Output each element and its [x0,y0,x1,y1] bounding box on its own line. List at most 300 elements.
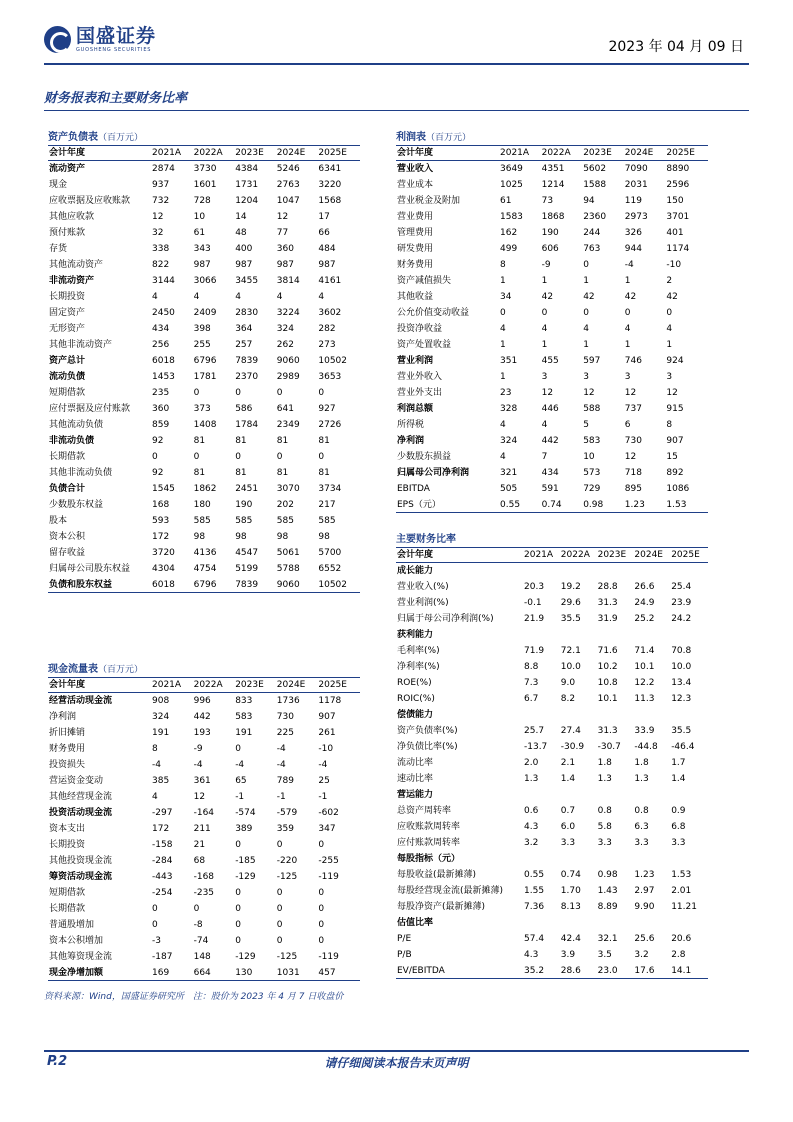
row-value: 0 [318,936,325,946]
row-value: -0.1 [524,598,542,608]
row-value: 728 [193,196,211,206]
brand-name-en: GUOSHENG SECURITIES [76,47,152,53]
header-year: 2023E [583,148,612,158]
row-label: 资本支出 [49,824,86,834]
row-value: 2450 [152,308,175,318]
row-value: 10 [193,212,206,222]
row-value [598,787,635,803]
row-value: 66 [318,228,330,238]
table-row [396,465,708,481]
row-value: 24.9 [634,598,655,608]
table-row [396,353,708,369]
row-value: 924 [666,356,684,366]
row-value: 191 [235,728,253,738]
table-row [48,577,360,593]
row-label: 筹资活动现金流 [49,872,113,882]
row-value: 8.89 [597,902,618,912]
row-value: 94 [583,196,595,206]
row-value: 12.3 [671,694,692,704]
table-row [48,417,360,433]
row-value: 895 [624,484,642,494]
row-value: 361 [193,776,211,786]
row-value: 42 [583,292,595,302]
row-value: 1.53 [666,500,687,510]
table-header-row [396,547,708,563]
table-row [396,899,708,915]
row-value: 193 [193,728,211,738]
row-value: 0 [276,388,283,398]
row-value: 4 [666,324,673,334]
table-unit: （百万元） [426,133,472,143]
row-value: -164 [193,808,215,818]
row-value: 3649 [500,164,523,174]
row-value: 0 [318,840,325,850]
row-value: 0 [318,452,325,462]
row-value: 6.7 [524,694,539,704]
row-value: 31.3 [597,726,618,736]
row-value: 0 [583,260,589,270]
row-value: 2370 [235,372,259,382]
row-value: 0 [152,920,158,930]
row-value: 17 [318,212,330,222]
row-value: 0 [318,904,325,914]
row-value: -579 [276,808,298,818]
row-value: 35.5 [560,614,581,624]
row-label: 其他流动负债 [49,420,104,430]
header-year: 2024E [276,680,306,690]
row-value: 8 [500,260,506,270]
header-year: 2021A [152,680,182,690]
report-date: 2023 年 04 月 09 日 [608,39,744,55]
table-row [48,773,360,789]
row-value: 4.3 [524,950,539,960]
row-value: 4136 [193,548,217,558]
row-value: 12 [583,388,595,398]
table-title-text: 主要财务比率 [396,534,456,545]
row-value: 1.3 [597,774,612,784]
row-value: -9 [193,744,203,754]
row-value: 364 [235,324,253,334]
row-value: 328 [500,404,518,414]
row-value: 2451 [235,484,259,494]
row-value: 0 [193,388,200,398]
row-value: 81 [193,468,206,478]
row-value: 5700 [318,548,342,558]
row-value: 14 [235,212,247,222]
row-value: 7.3 [524,678,539,688]
brand-logo [44,26,156,53]
row-value: 12 [152,212,164,222]
row-value: 169 [152,968,170,978]
table-title-text: 现金流量表 [48,664,98,675]
row-value: 98 [276,532,289,542]
row-value: 81 [318,468,330,478]
row-value: 591 [541,484,559,494]
row-value: 732 [152,196,170,206]
row-value [561,627,598,643]
table-row [396,193,708,209]
row-value: 3.3 [634,838,649,848]
row-label: 其他投资现金流 [49,856,113,866]
row-value: 729 [583,484,601,494]
row-value: 68 [193,856,206,866]
row-value: 4 [193,292,200,302]
table-row [396,385,708,401]
table-row [396,321,708,337]
row-value: 1 [500,276,506,286]
row-label: 速动比率 [397,774,434,784]
row-value: -44.8 [634,742,658,752]
table-row [396,803,708,819]
row-value: 1.70 [560,886,581,896]
row-value: 81 [318,436,330,446]
row-value: 505 [500,484,518,494]
section-divider [44,110,749,111]
row-label: 营业利润 [397,356,434,366]
row-value: 0 [193,904,200,914]
row-label: 少数股东权益 [49,500,104,510]
row-value: 4 [500,420,506,430]
row-value: 4754 [193,564,217,574]
header-year: 2023E [235,148,264,158]
row-label: 管理费用 [397,228,434,238]
row-value: 641 [276,404,294,414]
row-value: 3.3 [597,838,612,848]
row-value: 3602 [318,308,342,318]
row-value: 26.6 [634,582,655,592]
row-value [671,627,708,643]
row-value: -4 [624,260,634,270]
table-row [396,563,708,579]
row-value: 3.2 [634,950,649,960]
table-row [48,497,360,513]
row-value: 2596 [666,180,690,190]
row-value: 822 [152,260,170,270]
row-value: 1086 [666,484,690,494]
row-value: 360 [152,404,170,414]
row-value: 61 [193,228,206,238]
row-value: 5246 [276,164,300,174]
row-value: 98 [318,532,330,542]
row-value: 0 [276,904,283,914]
row-value: 442 [193,712,211,722]
row-label: EPS（元） [397,500,441,510]
row-value: 0 [583,308,589,318]
row-value: 29.6 [560,598,581,608]
row-value: 6.3 [634,822,649,832]
row-value: 28.8 [597,582,618,592]
row-value: 1.53 [671,870,692,880]
row-value: 3070 [276,484,300,494]
row-value: 484 [318,244,336,254]
table-unit: （百万元） [98,133,144,143]
row-value: 1174 [666,244,690,254]
row-value: -158 [152,840,173,850]
row-value: -284 [152,856,173,866]
row-label: 资产负债率(%) [397,726,458,736]
row-value: 937 [152,180,170,190]
row-label: 股本 [49,516,68,526]
row-value: 359 [276,824,294,834]
table-row [48,225,360,241]
table-row [48,741,360,757]
row-value: 1.4 [671,774,686,784]
row-label: 非流动负债 [49,436,95,446]
row-value: 172 [152,532,170,542]
row-value: 261 [318,728,336,738]
row-value: 235 [152,388,170,398]
row-value: 389 [235,824,253,834]
row-value: 324 [500,436,518,446]
header-year: 2023E [235,680,264,690]
row-value: -1 [276,792,286,802]
row-value: 1.7 [671,758,686,768]
row-label: 总资产周转率 [397,806,452,816]
row-value: 585 [235,516,253,526]
row-value: 1 [624,340,631,350]
row-value: 0.55 [500,500,521,510]
row-value: 0 [276,936,283,946]
row-value [598,851,635,867]
row-value: 1862 [193,484,217,494]
row-label: 营业外支出 [397,388,443,398]
row-value: 256 [152,340,170,350]
row-value: -187 [152,952,173,962]
row-value: 12 [624,452,637,462]
row-value: 789 [276,776,294,786]
header-year: 2021A [500,148,530,158]
table-row [396,401,708,417]
row-value: 1 [541,340,548,350]
header-year: 2024E [624,148,654,158]
row-value: 1781 [193,372,217,382]
balance-sheet-table [48,131,360,593]
row-value: 398 [193,324,211,334]
row-value [561,915,598,931]
row-value: 10.0 [560,662,581,672]
row-value: 25.6 [634,934,655,944]
row-value: 3220 [318,180,342,190]
row-value: 859 [152,420,170,430]
row-value: 1601 [193,180,217,190]
row-value: 1214 [541,180,565,190]
table-row [396,627,708,643]
row-value: 5199 [235,564,259,574]
row-value: 19.2 [560,582,581,592]
row-value: 9060 [276,356,300,366]
table-row [48,757,360,773]
row-value: 180 [193,500,211,510]
row-value [634,707,671,723]
table-row [48,481,360,497]
row-label: 所得税 [397,420,425,430]
row-label: 留存收益 [49,548,86,558]
row-value: 168 [152,500,170,510]
row-value: 1.8 [597,758,612,768]
row-value [598,707,635,723]
table-row [396,659,708,675]
row-label: 应收账款周转率 [397,822,461,832]
row-value: 1408 [193,420,217,430]
row-value: 351 [500,356,518,366]
row-value: 65 [235,776,247,786]
row-label: 利润总额 [397,404,434,414]
row-value: 1204 [235,196,259,206]
row-value: 1583 [500,212,523,222]
row-label: 投资活动现金流 [49,808,113,818]
row-value: 98 [193,532,206,542]
row-value: -255 [318,856,339,866]
row-value: 4 [152,292,158,302]
row-label: 营业外收入 [397,372,443,382]
row-value: 32.1 [597,934,618,944]
table-header-row [396,145,708,161]
row-value [524,627,561,643]
row-value: 996 [193,696,211,706]
row-value: 150 [666,196,684,206]
row-label: 获利能力 [397,630,434,640]
row-value: 71.6 [597,646,618,656]
table-row [396,241,708,257]
row-value: 1784 [235,420,259,430]
row-label: 资产处置收益 [397,340,452,350]
row-value: 17.6 [634,966,655,976]
row-label: 其他流动资产 [49,260,104,270]
row-value: 1453 [152,372,175,382]
header-year: 2023E [597,550,627,560]
row-value: 321 [500,468,518,478]
row-value: -8 [193,920,203,930]
row-label: 公允价值变动收益 [397,308,470,318]
row-value: 455 [541,356,559,366]
row-value: 6018 [152,356,175,366]
row-value: -168 [193,872,215,882]
row-label: 负债和股东权益 [49,580,113,590]
row-value [671,707,708,723]
row-value: 13.4 [671,678,692,688]
row-value: 1588 [583,180,607,190]
row-value: 34 [500,292,512,302]
row-value: 20.3 [524,582,545,592]
row-value: -30.7 [597,742,621,752]
row-label: 资本公积 [49,532,86,542]
row-value: 4 [500,324,506,334]
table-row [48,933,360,949]
row-value: 27.4 [560,726,581,736]
row-label: EV/EBITDA [397,966,445,976]
section-title: 财务报表和主要财务比率 [44,91,188,106]
row-label: 每股净资产(最新摊薄) [397,902,486,912]
row-value: 3224 [276,308,300,318]
row-value: 15 [666,452,678,462]
table-row [396,963,708,979]
table-row [396,707,708,723]
row-value: 217 [318,500,336,510]
row-value: 586 [235,404,253,414]
row-value: 7 [541,452,548,462]
row-value: 1 [666,340,673,350]
row-value: 347 [318,824,336,834]
row-value: 3455 [235,276,259,286]
table-row [396,771,708,787]
row-value: 6341 [318,164,342,174]
row-value: 6 [624,420,631,430]
row-value: 0.98 [597,870,618,880]
table-row [48,321,360,337]
row-value: 597 [583,356,601,366]
row-value: 8890 [666,164,690,174]
row-value: 31.3 [597,598,618,608]
footer-divider [44,1050,749,1052]
table-row [48,353,360,369]
row-value: 0 [318,888,325,898]
row-value: 23.9 [671,598,692,608]
row-value: 987 [276,260,294,270]
row-value: 0 [235,920,241,930]
brand-logo-icon [44,26,71,53]
row-value [561,563,598,579]
row-value: -9 [541,260,551,270]
row-value: 257 [235,340,253,350]
row-value [598,563,635,579]
table-row [396,305,708,321]
header-year: 2025E [671,550,700,560]
row-value: -119 [318,872,339,882]
row-value: 3 [583,372,589,382]
table-row [48,241,360,257]
row-value: 1 [624,276,631,286]
row-label: 现金净增加额 [49,968,104,978]
disclaimer: 请仔细阅读本报告末页声明 [324,1056,469,1070]
row-value: 2.8 [671,950,686,960]
row-value [598,915,635,931]
row-value: 446 [541,404,559,414]
table-row [48,257,360,273]
row-value: 583 [235,712,253,722]
table-row [396,739,708,755]
table-row [396,755,708,771]
table-row [48,901,360,917]
row-label: 每股经营现金流(最新摊薄) [397,886,504,896]
row-value: 746 [624,356,642,366]
row-value: 0 [318,388,325,398]
table-row [48,917,360,933]
table-row [396,691,708,707]
row-label: 财务费用 [397,260,434,270]
row-value: 4304 [152,564,175,574]
row-value: 7839 [235,580,259,590]
row-value: -125 [276,952,298,962]
row-value: 12 [666,388,678,398]
row-label: 现金 [49,180,68,190]
row-value: 3.9 [560,950,576,960]
row-value: 0 [276,452,283,462]
row-label: 应付票据及应付账款 [49,404,131,414]
row-value: 3 [541,372,548,382]
table-row [48,805,360,821]
row-value: 172 [152,824,170,834]
row-label: 营业成本 [397,180,434,190]
row-label: 折旧摊销 [49,728,86,738]
row-value: 583 [583,436,601,446]
row-value: 5788 [276,564,300,574]
row-value: 2.1 [560,758,576,768]
row-value: 81 [235,436,247,446]
row-value: 585 [193,516,211,526]
table-row [396,481,708,497]
row-value: 72.1 [560,646,581,656]
table-row [396,867,708,883]
